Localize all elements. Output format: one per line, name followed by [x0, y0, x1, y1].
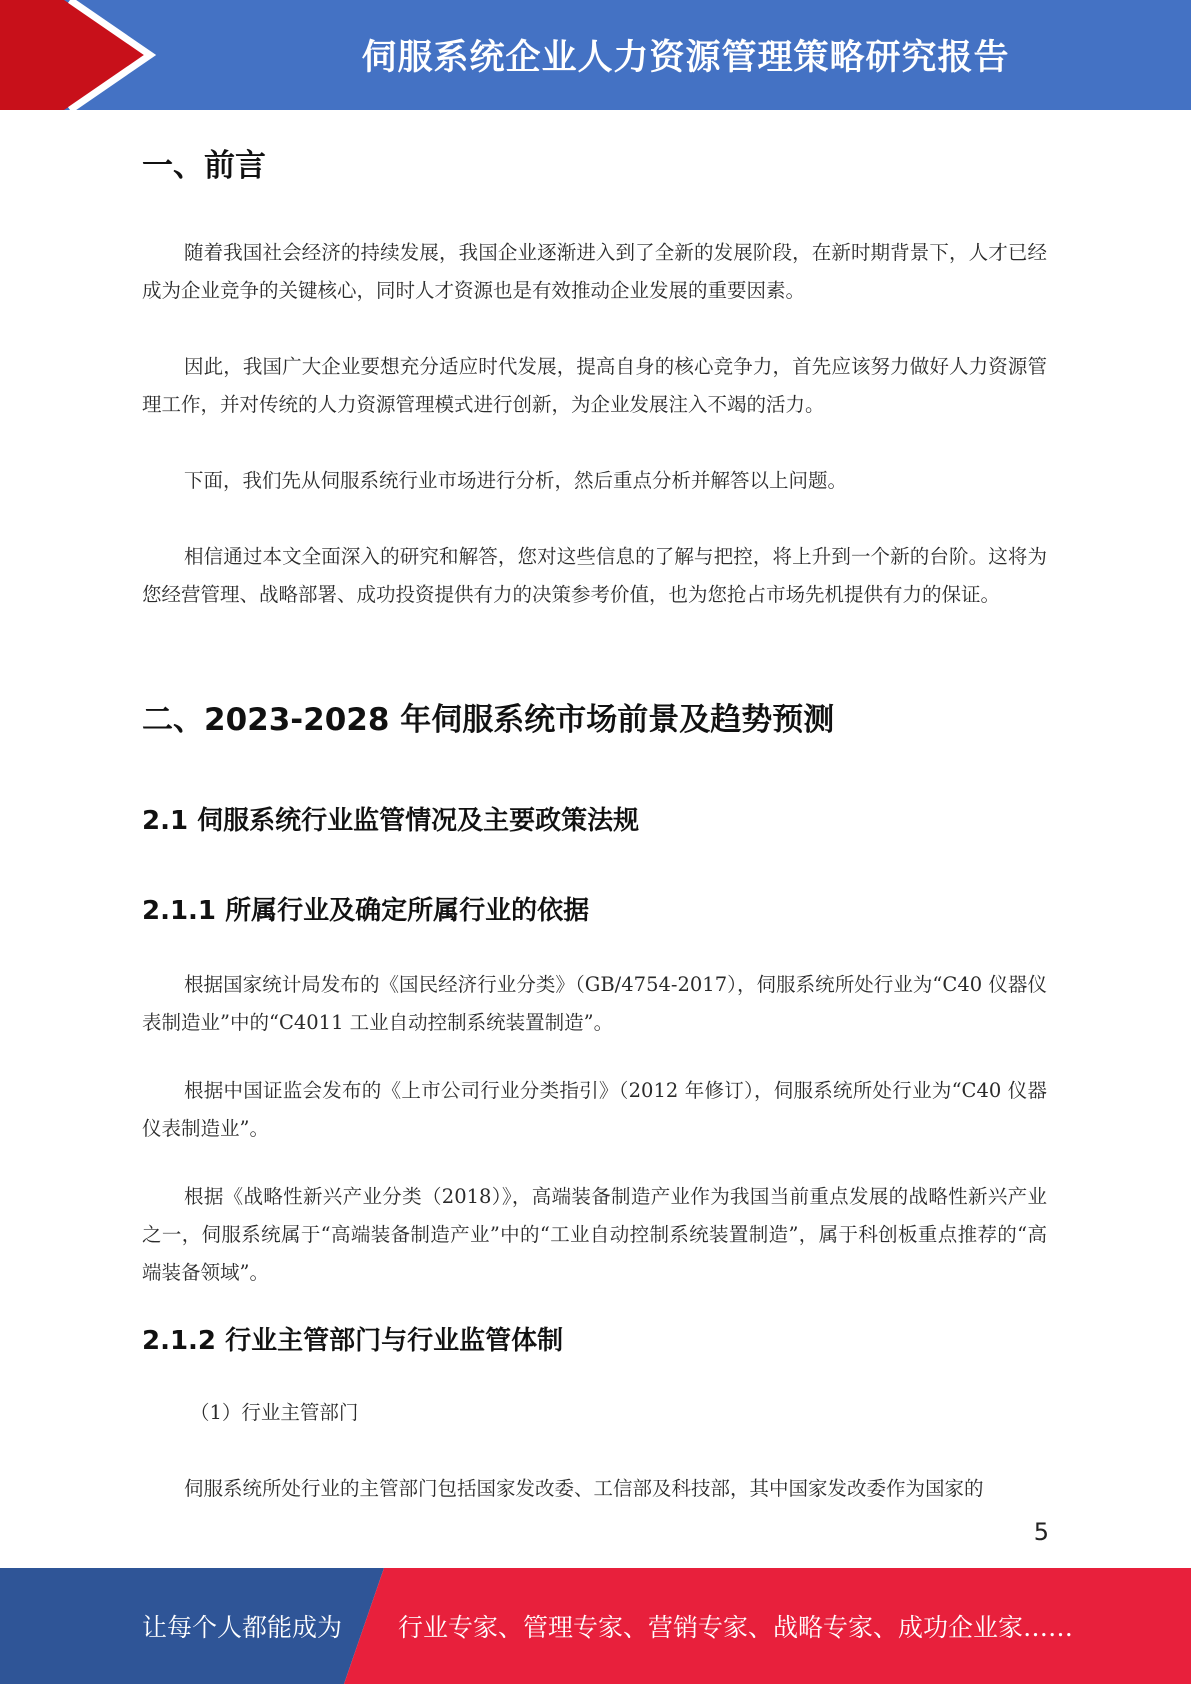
paragraph: 因此，我国广大企业要想充分适应时代发展，提高自身的核心竞争力，首先应该努力做好人力资源管理工作，并对传统的人力资源管理模式进行创新，为企业发展注入不竭的活力。: [142, 355, 1047, 416]
paragraph: 根据《战略性新兴产业分类（2018）》，高端装备制造产业作为我国当前重点发展的战略性新兴产业之一，伺服系统属于“高端装备制造产业”中的“工业自动控制系统装置制造”，属于科创板重点推荐的“高端装备领域”。: [142, 1185, 1047, 1284]
footer-slogan-left: 让每个人都能成为: [142, 1613, 343, 1642]
paragraph: 相信通过本文全面深入的研究和解答，您对这些信息的了解与把控，将上升到一个新的台阶。这将为您经营管理、战略部署、成功投资提供有力的决策参考价值，也为您抢占市场先机提供有力的保证。: [142, 545, 1047, 606]
page-number: 5: [1033, 1518, 1049, 1546]
list-item-label: （1）行业主管部门: [190, 1401, 359, 1424]
paragraph: 伺服系统所处行业的主管部门包括国家发改委、工信部及科技部，其中国家发改委作为国家的: [184, 1477, 984, 1500]
section-heading-market-outlook: 二、2023-2028 年伺服系统市场前景及趋势预测: [142, 702, 835, 738]
subsection-heading-2-1: 2.1 伺服系统行业监管情况及主要政策法规: [142, 806, 640, 836]
subsection-heading-2-1-1: 2.1.1 所属行业及确定所属行业的依据: [142, 896, 590, 926]
footer-slogan-right: 行业专家、管理专家、营销专家、战略专家、成功企业家……: [398, 1613, 1074, 1642]
paragraph: 根据国家统计局发布的《国民经济行业分类》（GB/4754-2017），伺服系统所处行业为“C40 仪器仪表制造业”中的“C4011 工业自动控制系统装置制造”。: [142, 973, 1047, 1034]
report-title: 伺服系统企业人力资源管理策略研究报告: [361, 38, 1010, 78]
footer-band: [0, 1568, 1191, 1684]
subsection-heading-2-1-2: 2.1.2 行业主管部门与行业监管体制: [142, 1326, 564, 1356]
header-arrow-icon: [0, 0, 160, 110]
paragraph: 随着我国社会经济的持续发展，我国企业逐渐进入到了全新的发展阶段，在新时期背景下，人才已经成为企业竞争的关键核心，同时人才资源也是有效推动企业发展的重要因素。: [142, 241, 1047, 302]
header-band: [0, 0, 1191, 110]
paragraph: 根据中国证监会发布的《上市公司行业分类指引》（2012 年修订），伺服系统所处行业为“C40 仪器仪表制造业”。: [142, 1079, 1047, 1140]
section-heading-preface: 一、前言: [142, 148, 266, 184]
paragraph: 下面，我们先从伺服系统行业市场进行分析，然后重点分析并解答以上问题。: [184, 469, 848, 492]
